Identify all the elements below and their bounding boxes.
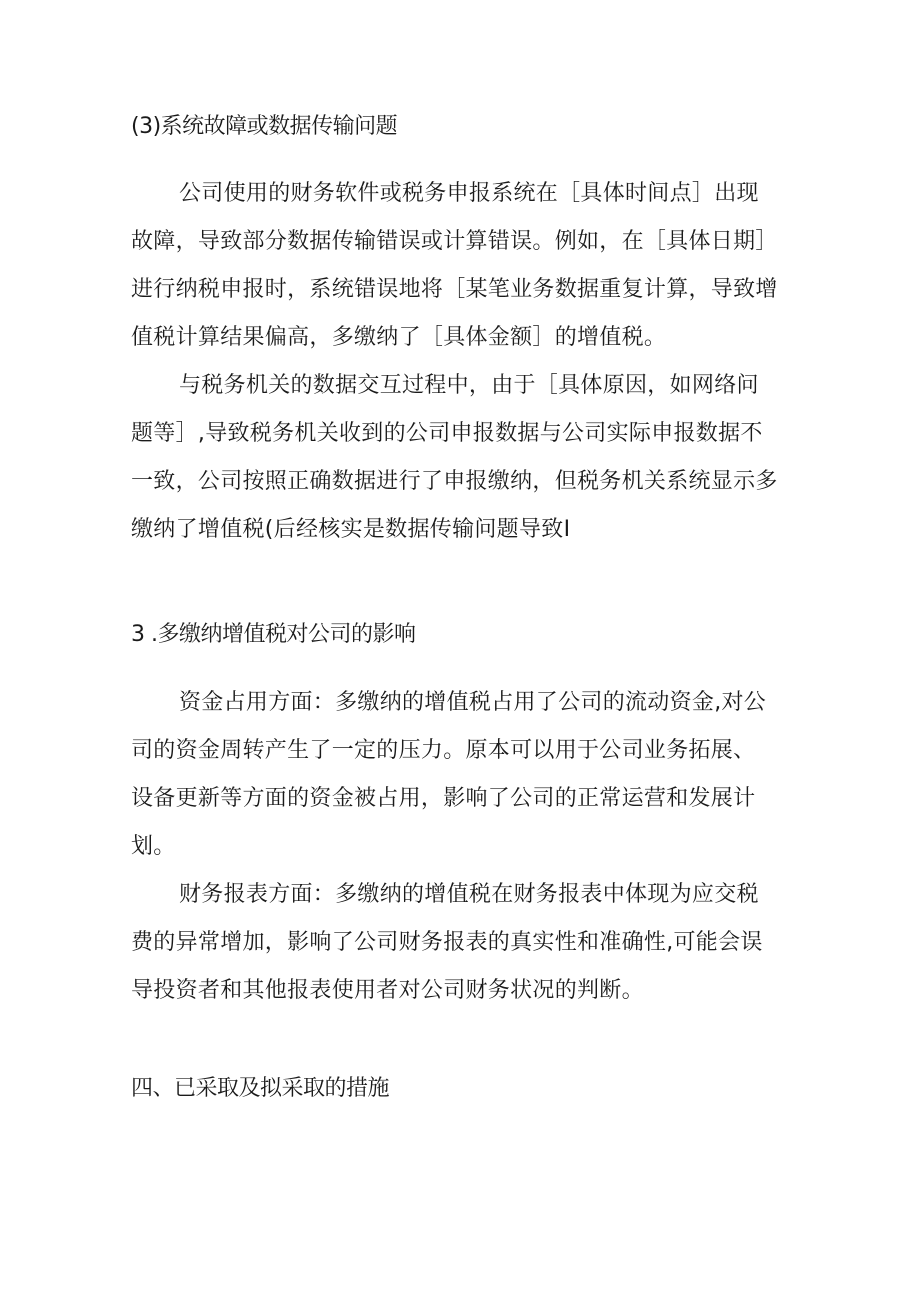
paragraph-financial-statements <box>131 871 791 1015</box>
paragraph-line: 一致，公司按照正确数据进行了申报缴纳，但税务机关系统显示多 <box>131 469 778 494</box>
paragraph-line: 费的异常增加，影响了公司财务报表的真实性和准确性,可能会误 <box>131 930 763 955</box>
paragraph-line: 导投资者和其他报表使用者对公司财务状况的判断。 <box>131 978 644 1003</box>
section-heading-impact: 3 .多缴纳增值税对公司的影响 <box>131 622 416 647</box>
paragraph-line: 缴纳了增值税(后经核实是数据传输问题导致I <box>131 517 571 542</box>
paragraph-line: 与税务机关的数据交互过程中，由于［具体原因，如网络问 <box>179 373 759 398</box>
paragraph-system-failure <box>131 170 791 362</box>
paragraph-line: 进行纳税申报时，系统错误地将［某笔业务数据重复计算，导致增 <box>131 277 778 302</box>
paragraph-line: 划。 <box>131 834 176 859</box>
paragraph-capital-occupation <box>131 679 791 871</box>
paragraph-line: 财务报表方面：多缴纳的增值税在财务报表中体现为应交税 <box>179 882 759 907</box>
section-heading-system-failure: (3)系统故障或数据传输问题 <box>131 114 398 139</box>
paragraph-line: 公司使用的财务软件或税务申报系统在［具体时间点］出现 <box>179 181 759 206</box>
paragraph-line: 题等］,导致税务机关收到的公司申报数据与公司实际申报数据不 <box>131 421 763 446</box>
paragraph-data-exchange <box>131 362 791 554</box>
paragraph-line: 资金占用方面：多缴纳的增值税占用了公司的流动资金,对公 <box>179 690 767 715</box>
paragraph-line: 故障，导致部分数据传输错误或计算错误。例如，在［具体日期］ <box>131 229 778 254</box>
paragraph-line: 设备更新等方面的资金被占用，影响了公司的正常运营和发展计 <box>131 786 756 811</box>
paragraph-line: 司的资金周转产生了一定的压力。原本可以用于公司业务拓展、 <box>131 738 756 763</box>
paragraph-line: 值税计算结果偏高，多缴纳了［具体金额］的增值税。 <box>131 325 667 350</box>
section-heading-measures: 四、已采取及拟采取的措施 <box>131 1076 390 1101</box>
